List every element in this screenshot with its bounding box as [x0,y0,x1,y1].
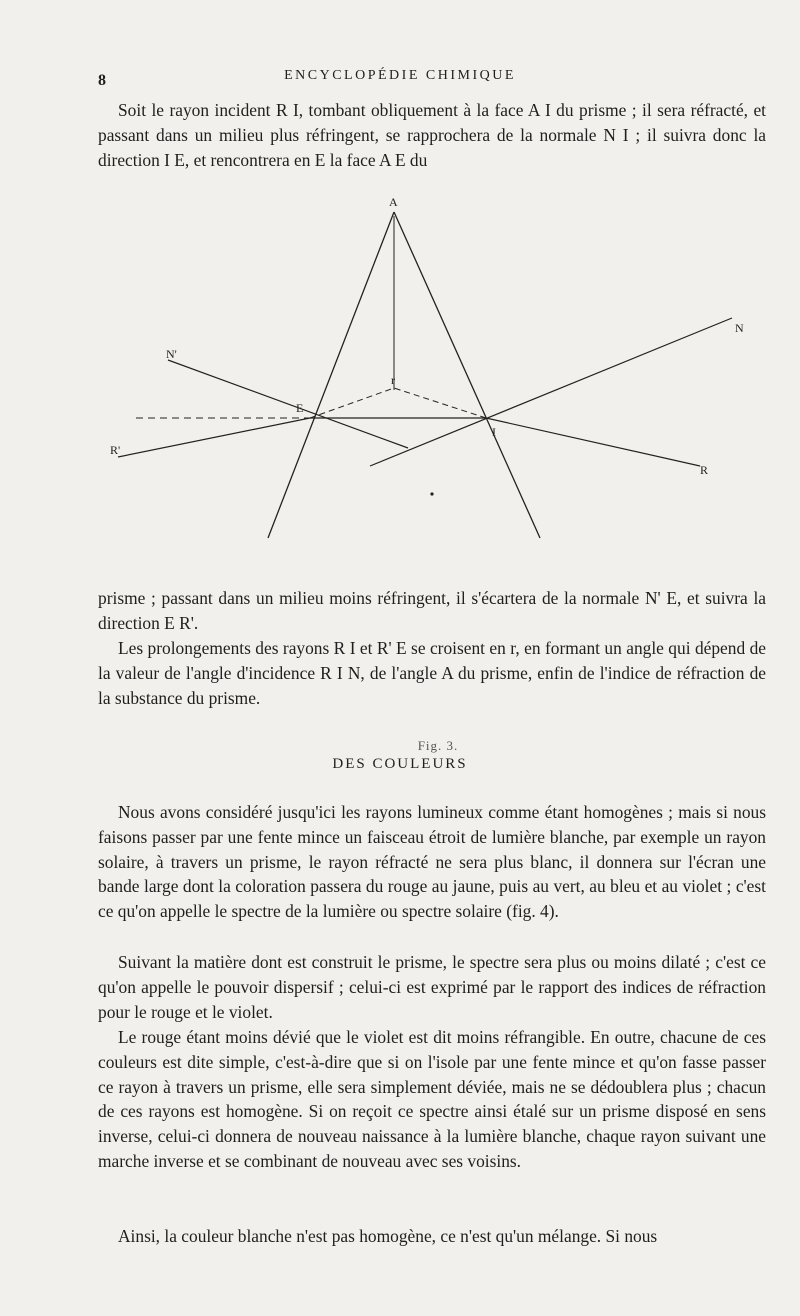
normal-ne [168,360,408,448]
paragraph-conclusion: Ainsi, la couleur blanche n'est pas homogène, ce n'est qu'un mélange. Si nous [118,1226,658,1246]
paragraph-refrangibility: Le rouge étant moins dévié que le violet est dit moins réfrangible. En outre, chacune de ces couleurs est dite simple, c'est-à-dire que si on l'isole par une fente mince et qu'on fasse passer ce rayon à travers un prisme, elle sera simplement déviée, mais ne se dédoublera plus ; chacun de ces rayons est homogène. Si on reçoit ce spectre ainsi étalé sur un prisme disposé en sens inverse, celui-ci donnera de nouveau naissance à la lumière blanche, chaque rayon suivant une marche inverse et se combinant de nouveau avec ses voisins. [98,1027,766,1171]
prolongation-ri [394,388,486,418]
label-n-prime: N' [166,347,177,361]
label-a: A [389,195,398,209]
normal-ni [370,318,732,466]
prism-face-ae [268,212,394,538]
figure-caption: Fig. 3. [417,738,459,753]
ray-ri [486,418,700,466]
prolongation-er [310,388,394,418]
prism-face-ai [394,212,540,538]
ray-er [118,418,310,457]
paragraph-colors: Nous avons considéré jusqu'ici les rayons lumineux comme étant homogènes ; mais si nous faisons passer par une fente mince un faisceau étroit de lumière blanche, par exemple un rayon solaire, à travers un prisme, le rayon réfracté ne sera plus blanc, il donnera sur l'écran une bande large dont la coloration passera du rouge au jaune, puis au vert, au bleu et au violet ; c'est ce qu'on appelle le spectre de la lumière ou spectre solaire (fig. 4). [98,802,766,922]
dot-mark [430,492,433,495]
label-n: N [735,321,744,335]
page-number: 8 [98,72,106,89]
label-r: R [700,463,709,477]
paragraph-prolongations: Les prolongements des rayons R I et R' E se croisent en r, en formant un angle qui dépend de la valeur de l'angle d'incidence R I N, de l'angle A du prisme, enfin de l'indice de réfraction de la substance du prisme. [98,638,766,708]
label-r-prime: R' [110,443,121,457]
label-i: I [492,425,496,439]
paragraph-prism-exit: prisme ; passant dans un milieu moins réfringent, il s'écartera de la normale N' E, et suivra la direction E R'. [98,588,766,633]
running-head: ENCYCLOPÉDIE CHIMIQUE [284,68,516,83]
label-e: E [296,401,304,415]
prism-diagram [108,192,768,572]
section-title: DES COULEURS [332,756,468,772]
label-r-small: r [391,373,395,387]
paragraph-dispersion: Suivant la matière dont est construit le prisme, le spectre sera plus ou moins dilaté ; c'est ce qu'on appelle le pouvoir dispersif ; celui-ci est exprimé par le rapport des indices de réfraction pour le rouge et le violet. [98,952,766,1022]
paragraph-intro: Soit le rayon incident R I, tombant obliquement à la face A I du prisme ; il sera réfracté, et passant dans un milieu plus réfringent, se rapprochera de la normale N I ; il suivra donc la direction I E, et rencontrera en E la face A E du [98,100,766,170]
